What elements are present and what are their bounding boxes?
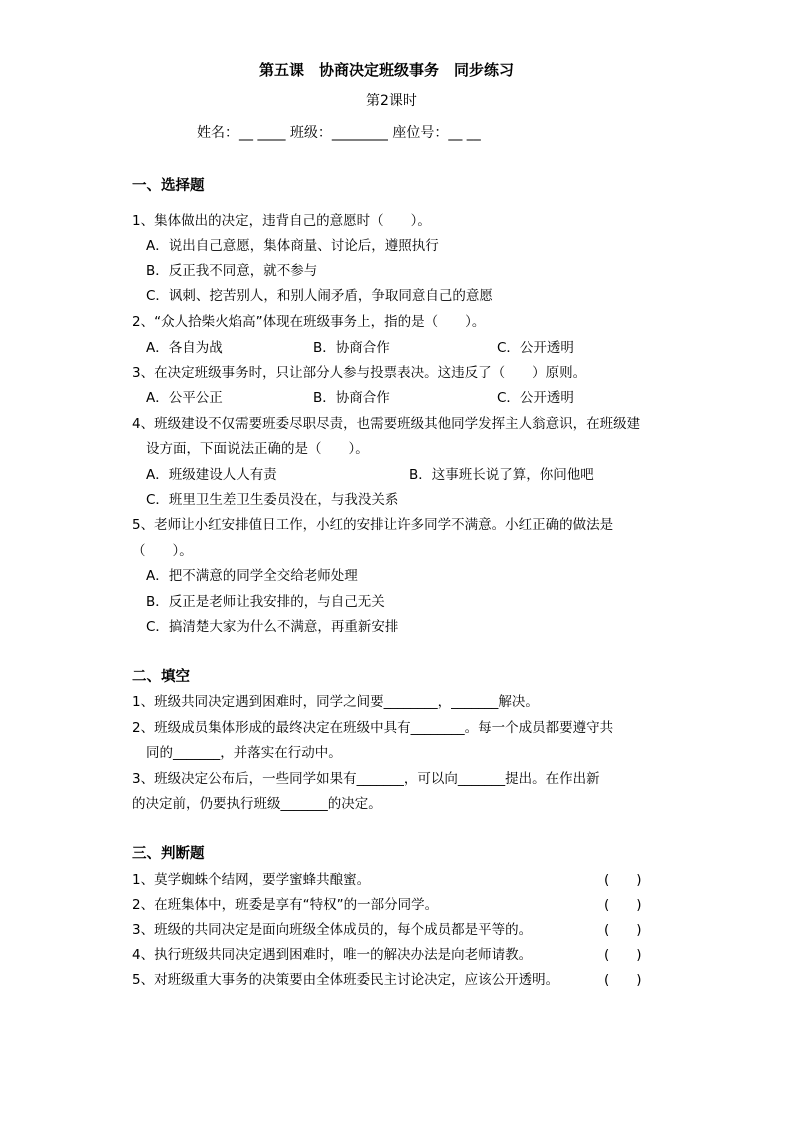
- page-subtitle: 第2课时: [366, 93, 417, 109]
- question-line: 1、集体做出的决定，违背自己的意愿时（ ）。: [132, 213, 431, 229]
- option-line: C．搞清楚大家为什么不满意，再重新安排: [146, 619, 399, 635]
- option-line: A．各自为战: [146, 340, 223, 356]
- fill-line: 3、班级决定公布后，一些同学如果有_______，可以向_______提出。在作出新: [132, 771, 600, 787]
- question-line: 4、班级建设不仅需要班委尽职尽责，也需要班级其他同学发挥主人翁意识，在班级建: [132, 416, 641, 432]
- option-line: B．反正我不同意，就不参与: [146, 263, 318, 279]
- option-line: B．协商合作: [313, 390, 390, 406]
- question-line: 2、“众人拾柴火焰高”体现在班级事务上，指的是（ ）。: [132, 314, 486, 330]
- option-line: B．这事班长说了算，你问他吧: [409, 467, 594, 483]
- answer-paren: ( ): [604, 947, 642, 963]
- option-line: C．公开透明: [497, 390, 574, 406]
- student-info-line: 姓名：__ ____ 班级：________ 座位号：__ __: [197, 125, 481, 141]
- fill-line: 的决定前，仍要执行班级_______的决定。: [132, 796, 382, 812]
- judge-item: 5、对班级重大事务的决策要由全体班委民主讨论决定，应该公开透明。: [132, 972, 560, 988]
- judge-item: 4、执行班级共同决定遇到困难时，唯一的解决办法是向老师请教。: [132, 947, 533, 963]
- answer-paren: ( ): [604, 922, 642, 938]
- option-line: B．协商合作: [313, 340, 390, 356]
- option-line: B．反正是老师让我安排的，与自己无关: [146, 594, 385, 610]
- option-line: A．班级建设人人有责: [146, 467, 277, 483]
- option-line: A．说出自己意愿，集体商量、讨论后，遵照执行: [146, 238, 439, 254]
- answer-paren: ( ): [604, 872, 642, 888]
- section-heading-fill: 二、填空: [132, 669, 190, 685]
- fill-line: 1、班级共同决定遇到困难时，同学之间要________，_______解决。: [132, 694, 539, 710]
- question-line: 3、在决定班级事务时，只让部分人参与投票表决。这违反了（ ）原则。: [132, 365, 587, 381]
- question-line: （ ）。: [132, 543, 193, 559]
- answer-paren: ( ): [604, 897, 642, 913]
- option-line: A．把不满意的同学全交给老师处理: [146, 568, 358, 584]
- option-line: C．公开透明: [497, 340, 574, 356]
- answer-paren: ( ): [604, 972, 642, 988]
- section-heading-choice: 一、选择题: [132, 178, 205, 194]
- option-line: C．班里卫生差卫生委员没在，与我没关系: [146, 492, 399, 508]
- judge-item: 1、莫学蜘蛛个结网，要学蜜蜂共酿蜜。: [132, 872, 371, 888]
- option-line: C．讽刺、挖苦别人，和别人闹矛盾，争取同意自己的意愿: [146, 288, 493, 304]
- section-heading-judge: 三、判断题: [132, 846, 205, 862]
- question-line: 5、老师让小红安排值日工作，小红的安排让许多同学不满意。小红正确的做法是: [132, 517, 614, 533]
- judge-item: 3、班级的共同决定是面向班级全体成员的，每个成员都是平等的。: [132, 922, 533, 938]
- page-title: 第五课 协商决定班级事务 同步练习: [259, 61, 515, 79]
- option-line: A．公平公正: [146, 390, 223, 406]
- question-line: 设方面，下面说法正确的是（ ）。: [146, 441, 369, 457]
- fill-line: 2、班级成员集体形成的最终决定在班级中具有________。每一个成员都要遵守共: [132, 720, 614, 736]
- fill-line: 同的_______，并落实在行动中。: [146, 745, 342, 761]
- judge-item: 2、在班集体中，班委是享有“特权”的一部分同学。: [132, 897, 439, 913]
